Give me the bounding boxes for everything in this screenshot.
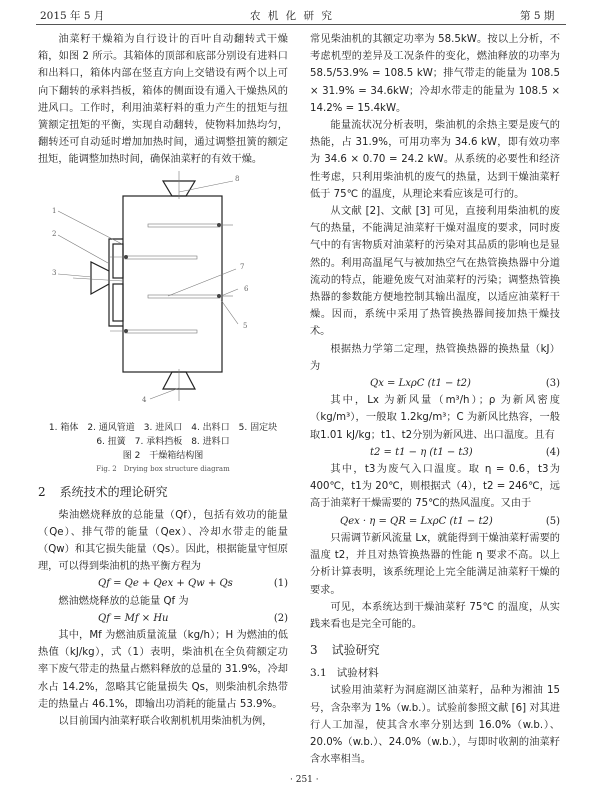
figure-caption-en: Fig. 2 Drying box structure diagram — [96, 464, 230, 473]
label-4: 4 — [142, 395, 147, 404]
equation-1 — [38, 575, 288, 592]
paragraph: 其中，Lx 为新风量（m³/h）；ρ 为新风密度（kg/m³），一般取 1.2kg/m³；C 为新风比热容，一般取1.01 kJ/kg；t1、t2分别为新风进、出口温度。且有 — [310, 395, 560, 441]
figure-drying-box — [38, 169, 288, 427]
material-baffle-3 — [148, 295, 220, 298]
section-number: 2 — [38, 484, 46, 499]
section-2-heading — [38, 483, 288, 501]
section-title: 系统技术的理论研究 — [59, 484, 168, 499]
figure-legend-line1: 1. 箱体 2. 通风管道 3. 进风口 4. 出料口 5. 固定块 — [48, 422, 278, 433]
equation-number: (5) — [545, 515, 560, 527]
material-baffle-1 — [148, 224, 220, 227]
paragraph: 试验用油菜籽为洞庭湖区油菜籽，品种为湘油 15 号，含杂率为 1%（w.b.）。试验前参照文献 [6] 对其进行人工加湿，使其含水率分别达到 16.0%（w.b.）、20.0%（w.b.）、24.0%（w.b.），与即时收割的油菜籽含水率相当。 — [310, 685, 560, 766]
equation-2 — [38, 610, 288, 627]
subsection-number: 3.1 — [310, 667, 327, 680]
label-7: 7 — [240, 262, 245, 271]
right-column — [310, 31, 560, 768]
header-date: 2015 年 5 月 — [40, 10, 105, 22]
duct-chamber-upper — [113, 244, 123, 278]
label-1: 1 — [52, 206, 57, 215]
paragraph: 常见柴油机的其额定功率为 58.5kW。按以上分析，不考虑机型的差异及工况条件的变化，燃油释放的功率为 58.5/53.9% = 108.5 kW；排气带走的能量为 108.5 × 31.9% = 34.6kW；冷却水带走的能量为 108.5 × 14.2% = 15.4kW。 — [310, 34, 560, 114]
paragraph: 燃油燃烧释放的总能量 Qf 为 — [58, 595, 189, 607]
paragraph: 根据热力学第二定理，热管换热器的换热量（kJ）为 — [310, 343, 560, 372]
header-rule — [36, 24, 566, 25]
paragraph: 能量流状况分析表明，柴油机的余热主要是废气的热能，占 31.9%，可用功率为 34.6 kW，即有效功率为 34.6 × 0.70 = 24.2 kW。从系统的必要性和经济性考虑，只利用柴油机的废气的热量，达到干燥油菜籽低于 75℃ 的温度，从理论来看应该是可行的。 — [310, 120, 560, 200]
equation-number: (1) — [273, 578, 288, 590]
left-column — [38, 31, 288, 730]
box-body — [123, 196, 222, 372]
header-journal: 农 机 化 研 究 — [250, 10, 334, 22]
equation-body: Qf = Mf × Hu — [98, 612, 169, 624]
label-8: 8 — [235, 174, 240, 183]
air-inlet-funnel — [91, 262, 109, 294]
air-duct — [109, 239, 123, 326]
subsection-title: 试验材料 — [336, 667, 379, 680]
paragraph: 从文献 [2]、文献 [3] 可见，直接利用柴油机的废气的热量，不能满足油菜籽干燥对温度的要求，同时废气中的有害物质对油菜籽的污染对其品质的影响也是显然的。利用高温尾气与被加热空气在热管换热器中分道流动的特点，能避免废气对油菜籽的污染；调整热管换热器的参数能方便地控制其输出温度，以适应油菜籽干燥。因而，系统中采用了热管换热器间接加热干燥技术。 — [310, 206, 560, 338]
equation-number: (3) — [545, 378, 560, 390]
label-6: 6 — [244, 284, 249, 293]
label-2: 2 — [52, 229, 57, 238]
equation-number: (2) — [273, 612, 288, 624]
paragraph: 以目前国内油菜籽联合收割机机用柴油机为例， — [58, 716, 273, 728]
subsection-3-1-heading — [310, 665, 560, 682]
label-3: 3 — [52, 268, 57, 277]
equation-3 — [310, 375, 560, 392]
paragraph: 只需调节新风流量 Lx，就能得到干燥油菜籽需要的温度 t2，并且对热管换热器的性能 η 要求不高。以上分析计算表明，该系统理论上完全能满足油菜籽干燥的要求。 — [310, 532, 560, 596]
section-3-heading — [310, 641, 560, 659]
figure-legend-line2: 6. 扭簧 7. 承料挡板 8. 进料口 — [96, 436, 230, 447]
section-number: 3 — [310, 643, 318, 658]
equation-4 — [310, 444, 560, 461]
torsion-spring-2 — [217, 294, 221, 298]
equation-body: t2 = t1 − η (t1 − t3) — [370, 446, 473, 458]
equation-body: Qx = LxρC (t1 − t2) — [370, 378, 471, 390]
figure-caption-cn: 图 2 干燥箱结构图 — [122, 450, 204, 461]
equation-number: (4) — [545, 446, 560, 458]
equation-body: Qex · η = QR = LxρC (t1 − t2) — [340, 515, 493, 527]
material-baffle-2 — [125, 256, 197, 259]
header-issue: 第 5 期 — [520, 10, 555, 22]
section-title: 试验研究 — [331, 643, 380, 658]
label-5: 5 — [243, 321, 248, 330]
paragraph: 可见，本系统达到干燥油菜籽 75℃ 的温度，从实践来看也是完全可能的。 — [310, 601, 560, 630]
equation-body: Qf = Qe + Qex + Qw + Qs — [98, 578, 233, 590]
paragraph: 其中，Mf 为燃油质量流量（kg/h）；H 为燃油的低热值（kJ/kg），式（1）表明，柴油机在全负荷额定功率下废气带走的热量占燃料释放的总量的 31.9%，冷却水占 14.2%，忽略其它能量损失 Qs，则柴油机余热带走的热量占 46.1%，即输出功消耗的能量占 53.9%。 — [38, 630, 288, 710]
drying-box-diagram — [38, 169, 288, 427]
duct-chamber-lower — [113, 284, 123, 321]
material-baffle-4 — [125, 330, 197, 333]
equation-5 — [310, 513, 560, 530]
paragraph: 柴油燃烧释放的总能量（Qf），包括有效功的能量（Qe）、排气带的能量（Qex）、冷却水带走的能量（Qw）和其它损失能量（Qs）。因此，根据能量守恒原理，可以得到柴油机的热平衡方程为 — [38, 509, 288, 573]
paragraph: 其中，t3为废气入口温度。取 η = 0.6，t3为 400℃，t1为 20℃，则根据式（4），t2 = 246℃，远高于油菜籽干燥需要的 75℃的热风温度。又由于 — [310, 464, 560, 510]
torsion-spring-3 — [124, 255, 128, 259]
torsion-spring-1 — [217, 223, 221, 227]
paragraph: 油菜籽干燥箱为自行设计的百叶自动翻转式干燥箱，如图 2 所示。其箱体的顶部和底部分别设有进料口和出料口，箱体内部在竖直方向上交错设有两个以上可向下翻转的承料挡板，箱体的侧面设有通入干燥热风的进风口。工作时，利用油菜籽料的重力产生的扭矩与扭簧额定扭矩的平衡，实现自动翻转，使物料加热均匀，翻转还可自动延时增加加热时间，通过调整扭簧的额定扭矩，能调整加热时间，确保油菜籽的有效干燥。 — [38, 34, 288, 166]
page-number: · 251 · — [290, 775, 319, 785]
torsion-spring-4 — [124, 329, 128, 333]
